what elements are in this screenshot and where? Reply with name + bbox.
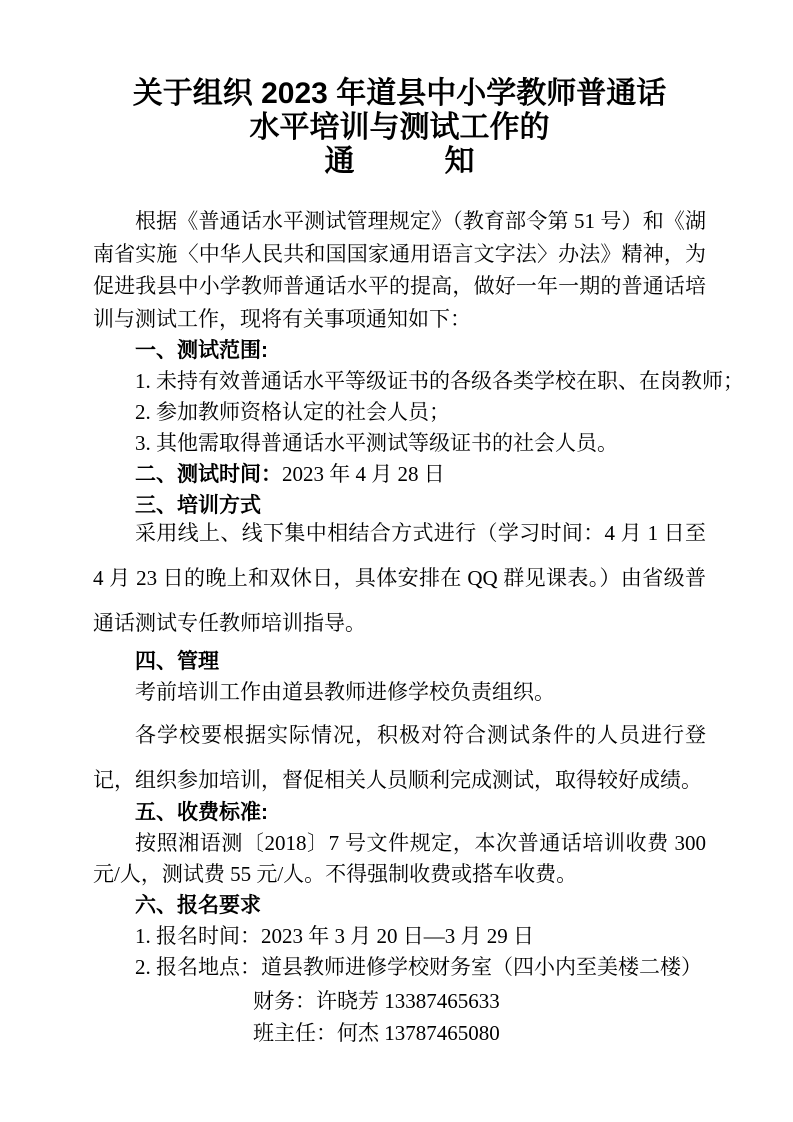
section-training-method <box>93 490 706 646</box>
list-item: 2. 报名地点：道县教师进修学校财务室（四小内至美楼二楼） <box>135 955 702 979</box>
management-paragraph-1: 考前培训工作由道县教师进修学校负责组织。 <box>135 680 555 704</box>
section-heading-registration: 六、报名要求 <box>135 894 261 917</box>
title-line-3: 通 知 <box>324 145 475 178</box>
training-method-paragraph: 采用线上、线下集中相结合方式进行（学习时间：4 月 1 日至 4 月 23 日的晚上和双休日，具体安排在 QQ 群见课表。）由省级普通话测试专任教师培训指导。 <box>93 521 706 635</box>
section-heading-test-scope: 一、测试范围: <box>135 339 268 362</box>
section-test-scope <box>93 335 744 459</box>
section-fees <box>93 797 706 890</box>
test-date-value: 2023 年 4 月 28 日 <box>282 462 445 486</box>
list-item: 3. 其他需取得普通话水平测试等级证书的社会人员。 <box>135 431 618 455</box>
section-heading-training-method: 三、培训方式 <box>135 494 261 517</box>
intro-paragraph: 根据《普通话水平测试管理规定》（教育部令第 51 号）和《湖南省实施〈中华人民共和国国家通用语言文字法〉办法》精神，为促进我县中小学教师普通话水平的提高，做好一年一期的普通话培训与测试工作，现将有关事项通知如下： <box>93 209 706 331</box>
fees-paragraph: 按照湘语测〔2018〕7 号文件规定，本次普通话培训收费 300 元/人，测试费 55 元/人。不得强制收费或搭车收费。 <box>93 831 706 886</box>
section-management <box>93 646 706 803</box>
title-line-1: 关于组织 2023 年道县中小学教师普通话 <box>132 77 667 110</box>
contact-head-teacher: 班主任：何杰 13787465080 <box>253 1021 500 1045</box>
management-paragraph-2: 各学校要根据实际情况，积极对符合测试条件的人员进行登记，组织参加培训，督促相关人员顺利完成测试，取得较好成绩。 <box>93 723 706 792</box>
section-registration <box>93 890 706 1049</box>
title-line-2: 水平培训与测试工作的 <box>249 111 550 144</box>
section-heading-fees: 五、收费标准: <box>135 801 268 824</box>
document-title <box>93 77 706 179</box>
list-item: 1. 报名时间：2023 年 3 月 20 日—3 月 29 日 <box>135 924 534 948</box>
section-heading-management: 四、管理 <box>135 650 219 673</box>
contact-finance: 财务：许晓芳 13387465633 <box>253 989 500 1013</box>
section-test-date <box>93 459 706 490</box>
list-item: 2. 参加教师资格认定的社会人员； <box>135 400 450 424</box>
section-heading-test-date <box>93 459 706 490</box>
contact-block <box>93 985 706 1049</box>
list-item: 1. 未持有效普通话水平等级证书的各级各类学校在职、在岗教师； <box>135 369 744 393</box>
section-heading-label: 二、测试时间： <box>135 463 282 486</box>
